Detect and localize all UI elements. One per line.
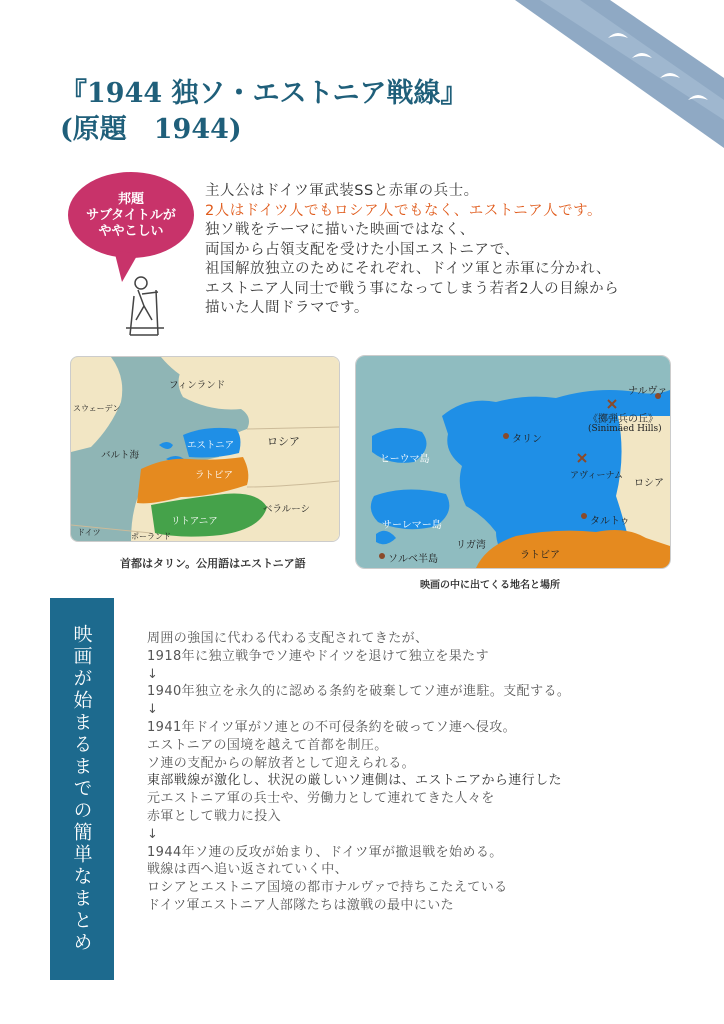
- estonia-detail-map: [355, 355, 671, 569]
- bubble-line-2: サブタイトルが: [86, 208, 176, 223]
- intro-line-6: エストニア人同士で戦う事になってしまう若者2人の目線から: [205, 280, 620, 297]
- label-lithuania: リトアニア: [171, 516, 218, 527]
- label-sorve: ソルベ半島: [388, 554, 438, 565]
- intro-line-2-highlight: 2人はドイツ人でもロシア人でもなく、エストニア人です。: [205, 202, 602, 219]
- summary-arrow: ↓: [147, 666, 159, 682]
- label-tallinn: タリン: [512, 434, 542, 445]
- summary-line: ソ連の支配からの解放者として迎えられる。: [147, 755, 416, 771]
- label-latvia: ラトビア: [195, 470, 234, 481]
- summary-line: 東部戦線が激化し、状況の厳しいソ連側は、エストニアから連行した: [147, 773, 562, 789]
- label-russia: ロシア: [267, 435, 300, 448]
- walker-figure-icon: [126, 277, 164, 335]
- page-title: [60, 76, 467, 148]
- label-estonia: エストニア: [187, 440, 235, 451]
- label-germany: ドイツ: [77, 528, 101, 537]
- label-tartu: タルトゥ: [590, 516, 630, 527]
- label-grenadier-hill: 《擲弾兵の丘》: [588, 414, 658, 425]
- summary-line: 1940年独立を永久的に認める条約を破棄してソ連が進駐。支配する。: [147, 684, 571, 700]
- summary-line: 赤軍として戦力に投入: [147, 808, 282, 824]
- intro-line-3: 独ソ戦をテーマに描いた映画ではなく、: [205, 222, 475, 238]
- speech-bubble: [66, 170, 206, 340]
- summary-line: ドイツ軍エストニア人部隊たちは激戦の最中にいた: [147, 897, 455, 913]
- label-saaremaa: サーレマー島: [382, 520, 442, 531]
- summary-heading-box: [50, 598, 114, 980]
- label-riga-bay: リガ湾: [456, 540, 486, 551]
- summary-line: 1941年ドイツ軍がソ連との不可侵条約を破ってソ連へ侵攻。: [147, 719, 517, 735]
- summary-heading: 映画が始まるまでの簡単なまとめ: [70, 624, 93, 954]
- title-line-2: (原題 1944): [60, 114, 242, 145]
- summary-text: [147, 630, 570, 915]
- summary-line: 周囲の強国に代わる代わる支配されてきたが、: [147, 631, 429, 646]
- intro-line-7: 描いた人間ドラマです。: [205, 300, 369, 316]
- label-sweden: スウェーデン: [73, 404, 121, 413]
- label-sinimaed-hills: (Sinimäed Hills): [588, 424, 662, 434]
- summary-arrow: ↓: [147, 826, 159, 842]
- summary-line: ロシアとエストニア国境の都市ナルヴァで持ちこたえている: [147, 880, 508, 896]
- label-russia-2: ロシア: [634, 478, 664, 489]
- summary-line: 元エストニア軍の兵士や、労働力として連れてきた人々を: [147, 791, 495, 807]
- map1-caption: 首都はタリン。公用語はエストニア語: [120, 557, 306, 570]
- bubble-line-3: ややこしい: [98, 224, 164, 239]
- label-avinurme: アヴィーナム: [570, 471, 624, 481]
- label-finland: フィンランド: [169, 380, 226, 391]
- label-latvia-2: ラトビア: [520, 550, 560, 561]
- label-narva: ナルヴァ: [628, 386, 668, 397]
- map2-caption: 映画の中に出てくる地名と場所: [420, 580, 560, 591]
- summary-arrow: ↓: [147, 702, 159, 718]
- label-belarus: ベラルーシ: [263, 504, 311, 515]
- label-hiiumaa: ヒーウマ島: [380, 454, 430, 465]
- summary-line: エストニアの国境を越えて首都を制圧。: [147, 737, 388, 753]
- label-poland: ポーランド: [131, 532, 171, 541]
- intro-line-4: 両国から占領支配を受けた小国エストニアで、: [205, 241, 520, 258]
- summary-line: 1918年に独立戦争でソ連やドイツを退けて独立を果たす: [147, 648, 489, 664]
- summary-line: 1944年ソ連の反攻が始まり、ドイツ軍が撤退戦を始める。: [147, 844, 503, 860]
- intro-paragraph: [205, 182, 619, 319]
- baltic-region-map: [70, 356, 340, 542]
- intro-line-5: 祖国解放独立のためにそれぞれ、ドイツ軍と赤軍に分かれ、: [205, 261, 612, 277]
- title-line-1: 『1944 独ソ・エストニア戦線』: [60, 78, 468, 109]
- bubble-line-1: 邦題: [117, 192, 144, 207]
- intro-line-1: 主人公はドイツ軍武装SSと赤軍の兵士。: [205, 183, 479, 199]
- label-baltic-sea: バルト海: [101, 450, 140, 461]
- summary-line: 戦線は西へ追い返されていく中、: [147, 862, 349, 878]
